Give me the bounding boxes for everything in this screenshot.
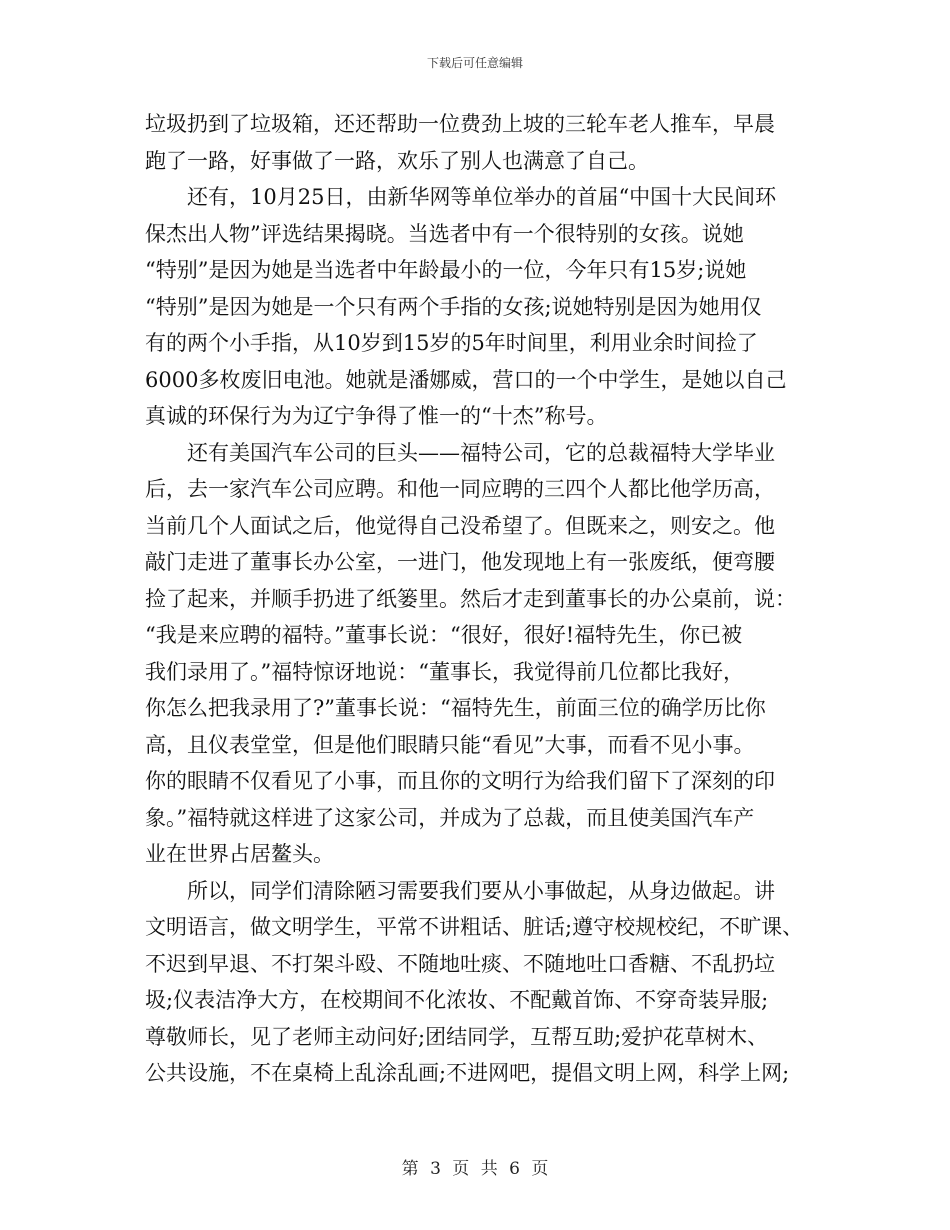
text-line: 跑了一路，好事做了一路，欢乐了别人也满意了自己。 bbox=[145, 148, 649, 173]
text-line: 当前几个人面试之后，他觉得自己没希望了。但既来之，则安之。他 bbox=[145, 513, 775, 538]
text-line: 捡了起来，并顺手扔进了纸篓里。然后才走到董事长的办公桌前，说： bbox=[145, 586, 796, 611]
text-line: 敲门走进了董事长办公室，一进门，他发现地上有一张废纸，便弯腰 bbox=[145, 550, 775, 574]
paragraph-start-line: 还有，10月25日，由新华网等单位举办的首届“中国十大民间环 bbox=[187, 185, 777, 209]
paragraph-start-line: 所以，同学们清除陋习需要我们要从小事做起，从身边做起。讲 bbox=[187, 878, 775, 903]
text-line: 业在世界占居鳌头。 bbox=[145, 842, 334, 866]
text-line: 不迟到早退、不打架斗殴、不随地吐痰、不随地吐口香糖、不乱扔垃 bbox=[145, 951, 775, 976]
text-line: 有的两个小手指，从10岁到15岁的5年时间里，利用业余时间捡了 bbox=[145, 331, 758, 355]
text-line: 真诚的环保行为为辽宁争得了惟一的“十杰”称号。 bbox=[145, 404, 608, 428]
text-line: “特别”是因为她是当选者中年龄最小的一位，今年只有15岁;说她 bbox=[145, 258, 747, 282]
paragraph-start-line: 还有美国汽车公司的巨头——福特公司，它的总裁福特大学毕业 bbox=[187, 440, 775, 465]
text-line: 文明语言，做文明学生，平常不讲粗话、脏话;遵守校规校纪，不旷课、 bbox=[145, 915, 804, 939]
text-line: 高，且仪表堂堂，但是他们眼睛只能“看见”大事，而看不见小事。 bbox=[145, 732, 755, 757]
text-line: 6000多枚废旧电池。她就是潘娜威，营口的一个中学生，是她以自己 bbox=[145, 367, 787, 392]
text-line: “我是来应聘的福特。”董事长说：“很好，很好!福特先生，你已被 bbox=[145, 623, 743, 647]
text-line: 我们录用了。”福特惊讶地说：“董事长，我觉得前几位都比我好， bbox=[145, 659, 744, 684]
text-line: 垃圾扔到了垃圾箱，还还帮助一位费劲上坡的三轮车老人推车，早晨 bbox=[145, 112, 775, 136]
text-line: 尊敬师长，见了老师主动问好;团结同学，互帮互助;爱护花草树木、 bbox=[145, 1024, 769, 1049]
text-line: 圾;仪表洁净大方，在校期间不化浓妆、不配戴首饰、不穿奇装异服; bbox=[145, 988, 769, 1012]
page-header: 下载后可任意编辑 bbox=[426, 56, 523, 70]
text-line: 公共设施，不在桌椅上乱涂乱画;不进网吧，提倡文明上网，科学上网; bbox=[145, 1061, 790, 1085]
text-line: “特别”是因为她是一个只有两个手指的女孩;说她特别是因为她用仅 bbox=[145, 294, 762, 319]
text-line: 保杰出人物”评选结果揭晓。当选者中有一个很特别的女孩。说她 bbox=[145, 221, 744, 246]
text-line: 你的眼睛不仅看见了小事，而且你的文明行为给我们留下了深刻的印 bbox=[145, 769, 775, 793]
text-line: 你怎么把我录用了?”董事长说：“福特先生，前面三位的确学历比你 bbox=[145, 696, 766, 720]
text-line: 后，去一家汽车公司应聘。和他一同应聘的三四个人都比他学历高， bbox=[145, 477, 775, 501]
document-body bbox=[145, 108, 815, 1094]
page-number-footer: 第 3 页 共 6 页 bbox=[401, 1159, 549, 1179]
text-line: 象。”福特就这样进了这家公司，并成为了总裁，而且使美国汽车产 bbox=[145, 805, 755, 830]
